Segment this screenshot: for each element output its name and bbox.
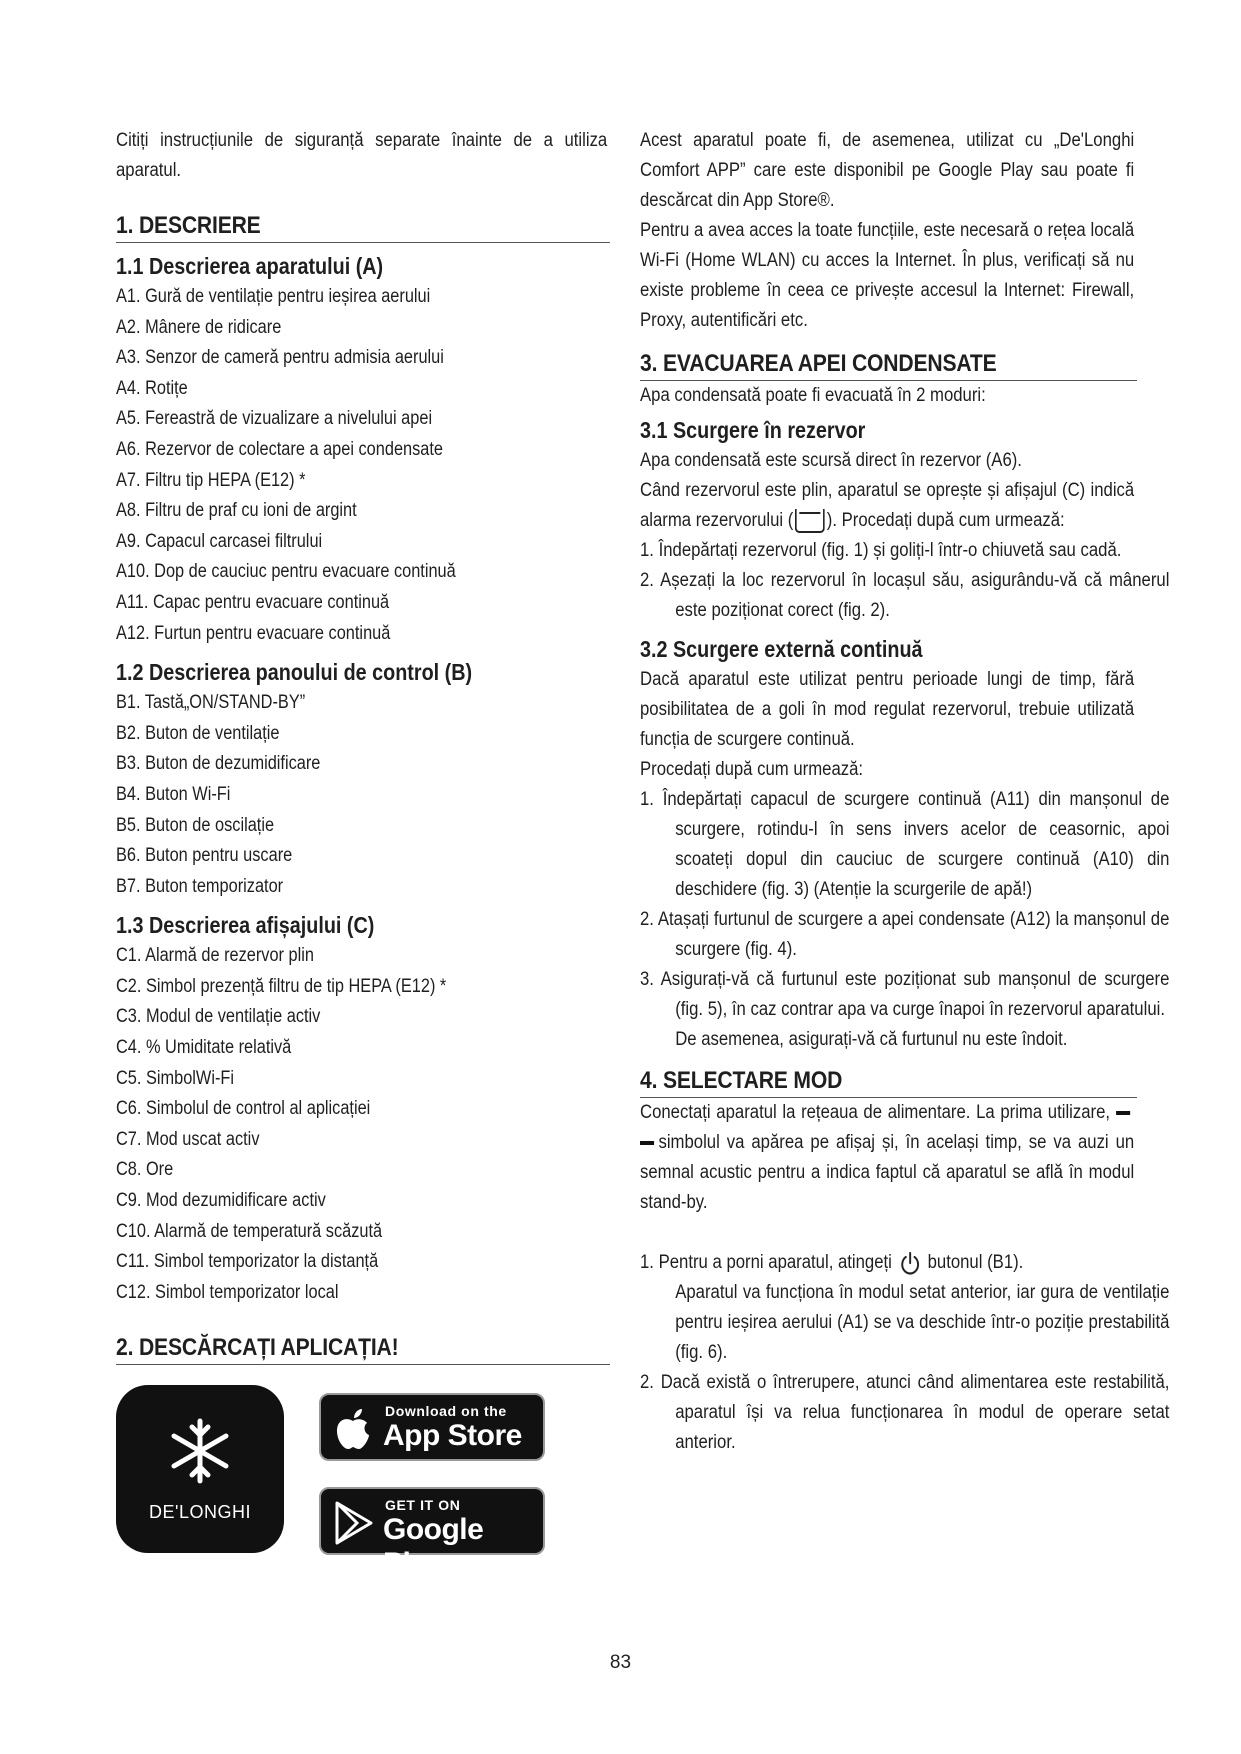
list-item: C10. Alarmă de temperatură scăzută [116,1220,383,1242]
page-number: 83 [609,1652,632,1673]
list-item: B7. Buton temporizator [116,875,284,897]
power-icon [898,1250,921,1276]
dash-symbol-icon [1116,1111,1130,1115]
right-column [640,126,1170,1458]
google-play-icon [333,1501,375,1545]
app-store-small-text: Download on the [385,1403,507,1420]
dash-symbol-icon [640,1141,654,1145]
list-item: 2. Dacă există o întrerupere, atunci când alimentarea este restabilită, aparatul își va relua funcționarea în modul de operare setat anterior. [640,1372,1170,1453]
section-4-heading: 4. SELECTARE MOD [640,1067,1137,1098]
list-item: C6. Simbolul de control al aplicației [116,1098,371,1120]
list-item: C5. SimbolWi-Fi [116,1067,235,1089]
list-item: 2. Așezați la loc rezervorul în locașul său, asigurându-vă că mânerul este poziționat corect (fig. 2). [640,570,1170,621]
section-3-heading: 3. EVACUAREA APEI CONDENSATE [640,350,1137,381]
list-item: B5. Buton de oscilație [116,814,275,836]
list-item: B6. Buton pentru uscare [116,845,293,867]
section-3-2-note: De asemenea, asigurați-vă că furtunul nu este îndoit. [675,1029,1068,1050]
app-brand-label: DE'LONGHI [149,1502,251,1523]
list-item: C4. % Umiditate relativă [116,1037,292,1059]
list-item: A9. Capacul carcasei filtrului [116,530,323,552]
list-item: C1. Alarmă de rezervor plin [116,945,314,967]
apple-icon [333,1407,373,1451]
section-3-1-steps [640,536,1170,626]
control-panel-list [116,688,610,902]
section-4-steps [640,1248,1137,1278]
section-4-paragraph-1: Conectați aparatul la rețeaua de alimentare. La prima utilizare, simbolul va apărea pe afișaj și, în același timp, se va auzi un semnal acustic pentru a indica faptul că aparatul se află în modul stand-by. [640,1102,1135,1213]
list-item: C3. Modul de ventilație activ [116,1006,321,1028]
section-3-2-paragraph-1: Dacă aparatul este utilizat pentru perioade lungi de timp, fără posibilitatea de a goli în mod regulat rezervorul, trebuie utilizată funcția de scurgere continuă. [640,669,1135,750]
google-play-badge[interactable] [319,1487,545,1581]
list-item: C11. Simbol temporizator la distanță [116,1251,379,1273]
list-item: A11. Capac pentru evacuare continuă [116,591,390,613]
list-item: C12. Simbol temporizator local [116,1281,339,1303]
section-1-2-heading: 1.2 Descrierea panoului de control (B) [116,659,473,686]
section-1-heading: 1. DESCRIERE [116,212,610,243]
list-item: 2. Atașați furtunul de scurgere a apei condensate (A12) la manșonul de scurgere (fig. 4). [640,909,1170,960]
list-item: A7. Filtru tip HEPA (E12) * [116,469,306,491]
snowflake-icon [166,1417,234,1485]
google-play-big-text: Google Play [383,1513,484,1581]
list-item: B4. Buton Wi-Fi [116,783,231,805]
list-item: 3. Asigurați-vă că furtunul este poziționat sub manșonul de scurgere (fig. 5), în caz contrar apa va curge înapoi în rezervorul aparatului. [640,969,1170,1020]
section-4-step-1-continuation: Aparatul va funcționa în modul setat anterior, iar gura de ventilație pentru ieșirea aerului (A1) se va deschide într-o poziție prestabilită (fig. 6). [675,1282,1170,1363]
display-list [116,941,610,1308]
list-item: A5. Fereastră de vizualizare a nivelului apei [116,408,433,430]
list-item: A1. Gură de ventilație pentru ieșirea aerului [116,286,431,307]
list-item: C9. Mod dezumidificare activ [116,1190,326,1212]
section-3-1-heading: 3.1 Scurgere în rezervor [640,417,866,443]
list-item: B1. Tastă„ON/STAND-BY” [116,692,306,714]
list-item: A8. Filtru de praf cu ioni de argint [116,500,357,522]
section-4-steps-2 [640,1368,1170,1458]
list-item: A10. Dop de cauciuc pentru evacuare continuă [116,561,456,583]
list-item: C8. Ore [116,1159,174,1181]
list-item: C7. Mod uscat activ [116,1128,260,1150]
section-3-2-heading: 3.2 Scurgere externă continuă [640,636,923,662]
list-item: A2. Mânere de ridicare [116,316,282,338]
tank-full-icon [795,509,825,533]
left-column [116,126,610,1581]
delonghi-app-icon[interactable] [116,1385,284,1553]
intro-text: Citiți instrucțiunile de siguranță separate înainte de a utiliza aparatul. [116,130,608,181]
section-3-2-steps [640,785,1170,1025]
list-item: 1. Îndepărtați rezervorul (fig. 1) și goliți-l într-o chiuvetă sau cadă. [640,540,1122,561]
section-2-heading: 2. DESCĂRCAȚI APLICAȚIA! [116,1334,610,1365]
list-item: 1. Pentru a porni aparatul, atingeți butonul (B1). [640,1248,1169,1278]
app-download-area [116,1385,610,1581]
app-store-big-text: App Store [383,1419,522,1453]
list-item: B2. Buton de ventilație [116,722,280,744]
app-paragraph-2: Pentru a avea acces la toate funcțiile, este necesară o rețea locală Wi-Fi (Home WLAN) cu acces la Internet. În plus, verificați să nu existe probleme în ceea ce privește accesul la Internet: Firewall, Proxy, autentificări etc. [640,220,1135,331]
section-1-3-heading: 1.3 Descrierea afișajului (C) [116,912,375,939]
section-3-intro: Apa condensată poate fi evacuată în 2 moduri: [640,385,986,406]
list-item: C2. Simbol prezență filtru de tip HEPA (E12) * [116,975,447,997]
app-paragraph-1: Acest aparatul poate fi, de asemenea, utilizat cu „De'Longhi Comfort APP” care este disponibil pe Google Play sau poate fi descărcat din App Store®. [640,130,1135,211]
app-store-badge[interactable] [319,1393,545,1461]
appliance-parts-list [116,282,610,649]
list-item: A4. Rotițe [116,377,188,399]
section-3-1-paragraph-2: Când rezervorul este plin, aparatul se oprește și afișajul (C) indică alarma rezervorului ( ). Procedați după cum urmează: [640,480,1135,531]
list-item: A6. Rezervor de colectare a apei condensate [116,438,444,460]
list-item: A3. Senzor de cameră pentru admisia aerului [116,347,444,369]
list-item: A12. Furtun pentru evacuare continuă [116,622,391,644]
section-1-1-heading: 1.1 Descrierea aparatului (A) [116,253,384,279]
list-item: 1. Îndepărtați capacul de scurgere continuă (A11) din manșonul de scurgere, rotindu-l în sens invers acelor de ceasornic, apoi scoateți dopul din cauciuc de scurgere continuă (A10) din deschidere (fig. 3) (Atenție la scurgerile de apă!) [640,789,1170,900]
section-3-2-paragraph-2: Procedați după cum urmează: [640,759,864,780]
list-item: B3. Buton de dezumidificare [116,753,321,775]
google-play-small-text: GET IT ON [385,1497,461,1514]
section-3-1-paragraph-1: Apa condensată este scursă direct în rezervor (A6). [640,450,1022,471]
